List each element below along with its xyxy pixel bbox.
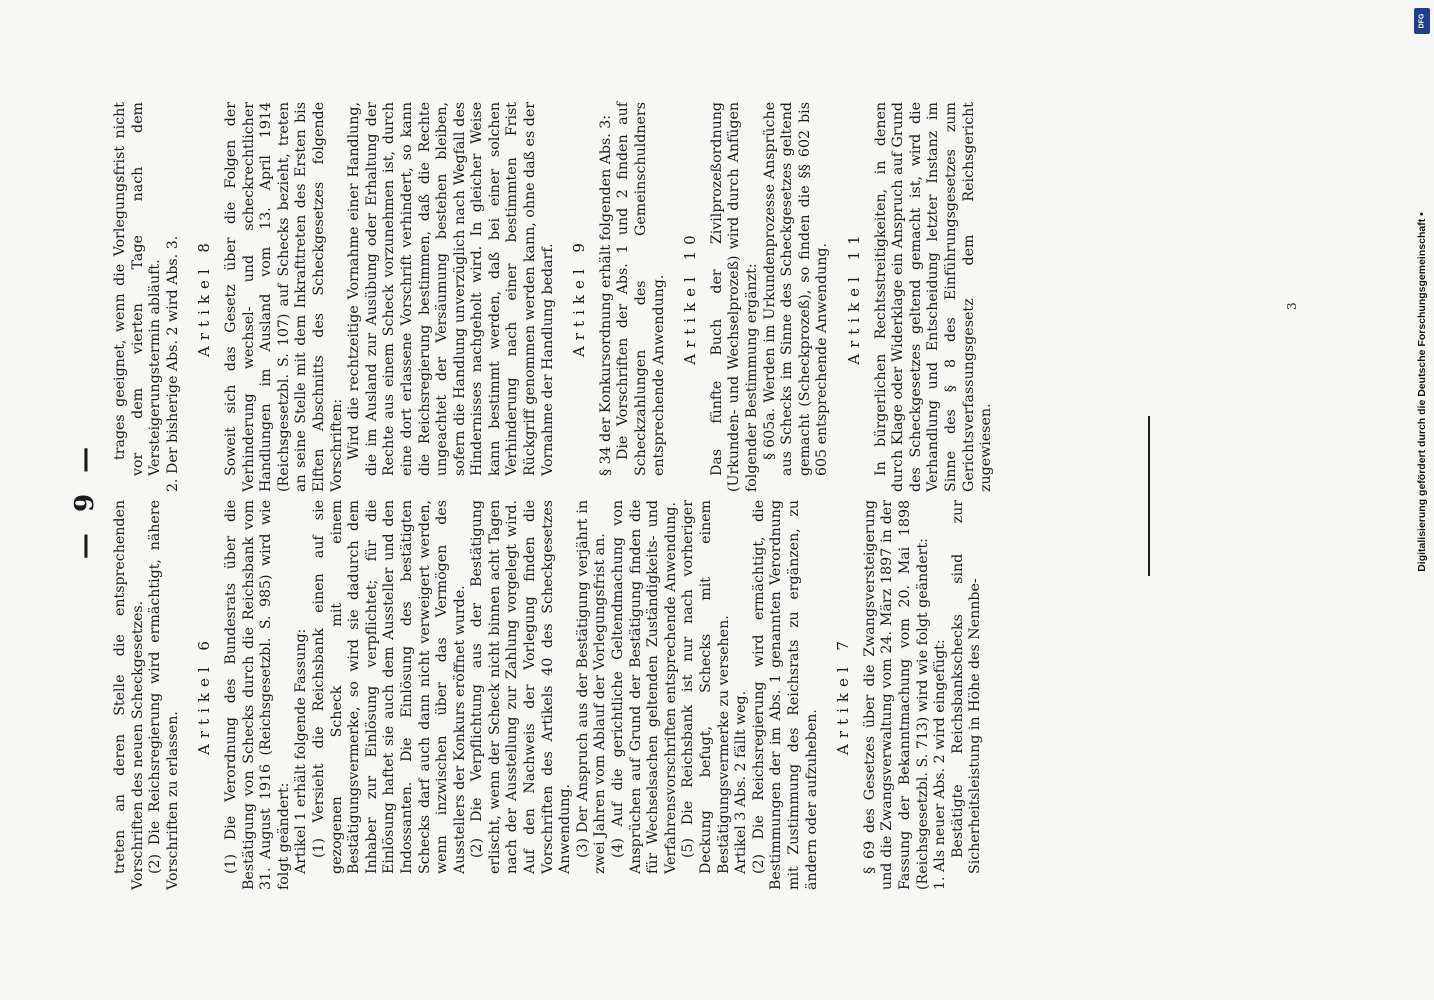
paragraph: treten an deren Stelle die entsprechenden Vorschriften des neuen Scheckgesetzes. bbox=[112, 500, 146, 890]
article-heading: Artikel 11 bbox=[844, 229, 863, 365]
digitization-credit-strip bbox=[1410, 0, 1434, 1000]
paragraph: Das fünfte Buch der Zivilprozeßordnung (Urkunden- und Wechselprozeß) wird durch Anfügen folgender Bestimmung ergänzt: bbox=[708, 102, 760, 492]
paragraph: (2) Die Reichsregierung wird ermächtigt, nähere Vorschriften zu erlassen. bbox=[147, 500, 181, 890]
quoted-provision: Bestätigte Reichsbankschecks sind zur Sicherheitsleistung in Höhe des Nennbe- bbox=[949, 500, 984, 874]
quoted-provision: § 605a. Werden im Urkundenprozesse Ansprüche aus Schecks im Sinne des Scheckgesetzes geltend gemacht (Scheckprozeß), so finden die §§ 602 bis 605 entsprechende Anwendung. bbox=[761, 102, 831, 476]
paragraph: Soweit sich das Gesetz über die Folgen der Verhinderung wechsel- und scheckrechtlicher Handlungen im Ausland vom 13. April 1914 (Reichsgesetzbl. S. 107) auf Schecks bezieht, treten an seine Stelle mit dem Inkrafttreten des Ersten bis Elften Abschnitts des Scheckgesetzes folgende Vorschriften: bbox=[222, 102, 345, 492]
quoted-provision: (1) Versieht die Reichsbank einen auf sie gezogenen Scheck mit einem Bestätigungsvermerke, so wird sie dadurch dem Inhaber zur Einlösung verpflichtet; für die Einlösung haftet sie auch dem Aussteller und den Indossanten. Die Einlösung des bestätigten Schecks darf auch dann nicht verweigert werden, wenn inzwischen über das Vermögen des Ausstellers der Konkurs eröffnet wurde. bbox=[310, 500, 468, 874]
article-heading: Artikel 7 bbox=[834, 635, 853, 755]
page-number: — 9 — bbox=[70, 440, 100, 560]
article-heading: Artikel 10 bbox=[681, 229, 700, 365]
left-text-column bbox=[112, 500, 985, 890]
quoted-provision: Wird die rechtzeitige Vornahme einer Handlung, die im Ausland zur Ausübung oder Erhaltung der Rechte aus einem Scheck vorzunehmen ist, durch eine dort erlassene Vorschrift verhindert, so kann die Reichsregierung bestimmen, daß die Rechte ungeachtet der Versäumung bestehen bleiben, sofern die Handlung unverzüglich nach Wegfall des Hindernisses nachgeholt wird. In gleicher Weise kann bestimmt werden, daß bei einer solchen Verhinderung nach einer bestimmten Frist Rückgriff genommen werden kann, ohne daß es der Vornahme der Handlung bedarf. bbox=[346, 102, 556, 476]
article-heading: Artikel 9 bbox=[570, 237, 589, 357]
paragraph: (2) Die Reichsregierung wird ermächtigt, die Bestimmungen der im Abs. 1 genannten Verordnung mit Zustimmung des Reichsrats zu ergänzen, zu ändern oder aufzuheben. bbox=[750, 500, 820, 890]
paragraph: § 34 der Konkursordnung erhält folgenden Abs. 3: bbox=[597, 114, 614, 476]
digitization-credit-text: Digitalisierung gefördert durch die Deutsche Forschungsgemeinschaft • bbox=[1416, 212, 1428, 572]
column-end-rule bbox=[1148, 416, 1150, 576]
paragraph: Artikel 1 erhält folgende Fassung: bbox=[293, 628, 310, 874]
quoted-provision: Die Vorschriften der Abs. 1 und 2 finden auf Scheckzahlungen des Gemeinschuldners entsprechende Anwendung. bbox=[615, 102, 667, 476]
article-heading: Artikel 6 bbox=[195, 635, 214, 755]
right-text-column bbox=[112, 102, 996, 492]
paragraph: In bürgerlichen Rechtsstreitigkeiten, in denen durch Klage oder Widerklage ein Anspruch auf Grund des Scheckgesetzes geltend gemacht ist, wird die Verhandlung und Entscheidung letzter Instanz im Sinne des § 8 des Einführungsgesetzes zum Gerichtsverfassungsgesetz dem Reichsgericht zugewiesen. bbox=[872, 102, 995, 492]
numbered-clause: 2. Der bisherige Abs. 2 wird Abs. 3. bbox=[164, 235, 181, 492]
paragraph: Artikel 3 Abs. 2 fällt weg. bbox=[733, 690, 750, 874]
paragraph: (1) Die Verordnung des Bundesrats über die Bestätigung von Schecks durch die Reichsbank vom 31. August 1916 (Reichsgesetzbl. S. 985) wird wie folgt geändert: bbox=[222, 500, 292, 890]
article-heading: Artikel 8 bbox=[195, 237, 214, 357]
paragraph: § 69 des Gesetzes über die Zwangsversteigerung und die Zwangsverwaltung vom 24. März 1897 in der Fassung der Bekanntmachung vom 20. Mai 1898 (Reichsgesetzbl. S. 713) wird wie folgt geändert: bbox=[861, 500, 931, 890]
dfg-logo bbox=[1414, 8, 1430, 34]
quoted-provision: trages geeignet, wenn die Vorlegungsfrist nicht vor dem vierten Tage nach dem Versteigerungstermin abläuft. bbox=[112, 102, 164, 476]
dfg-logo-label: DFG bbox=[1418, 13, 1426, 29]
quoted-provision: (2) Die Verpflichtung aus der Bestätigung erlischt, wenn der Scheck nicht binnen acht Tagen nach der Ausstellung zur Zahlung vorgelegt wird. Auf den Nachweis der Vorlegung finden die Vorschriften des Artikels 40 des Scheckgesetzes Anwendung. bbox=[469, 500, 574, 874]
quoted-provision: (3) Der Anspruch aus der Bestätigung verjährt in zwei Jahren vom Ablauf der Vorlegungsfrist an. bbox=[574, 500, 609, 874]
numbered-clause: 1. Als neuer Abs. 2 wird eingefügt: bbox=[932, 639, 949, 890]
footer-signature-mark: 3 bbox=[1285, 302, 1299, 310]
quoted-provision: (4) Auf die gerichtliche Geltendmachung von Ansprüchen auf Grund der Bestätigung finden die für Wechselsachen geltenden Zuständigkeits- und Verfahrensvorschriften entsprechende Anwendung. bbox=[610, 500, 679, 874]
quoted-provision: (5) Die Reichsbank ist nur nach vorheriger Deckung befugt, Schecks mit einem Bestätigungsvermerke zu versehen. bbox=[680, 500, 732, 874]
